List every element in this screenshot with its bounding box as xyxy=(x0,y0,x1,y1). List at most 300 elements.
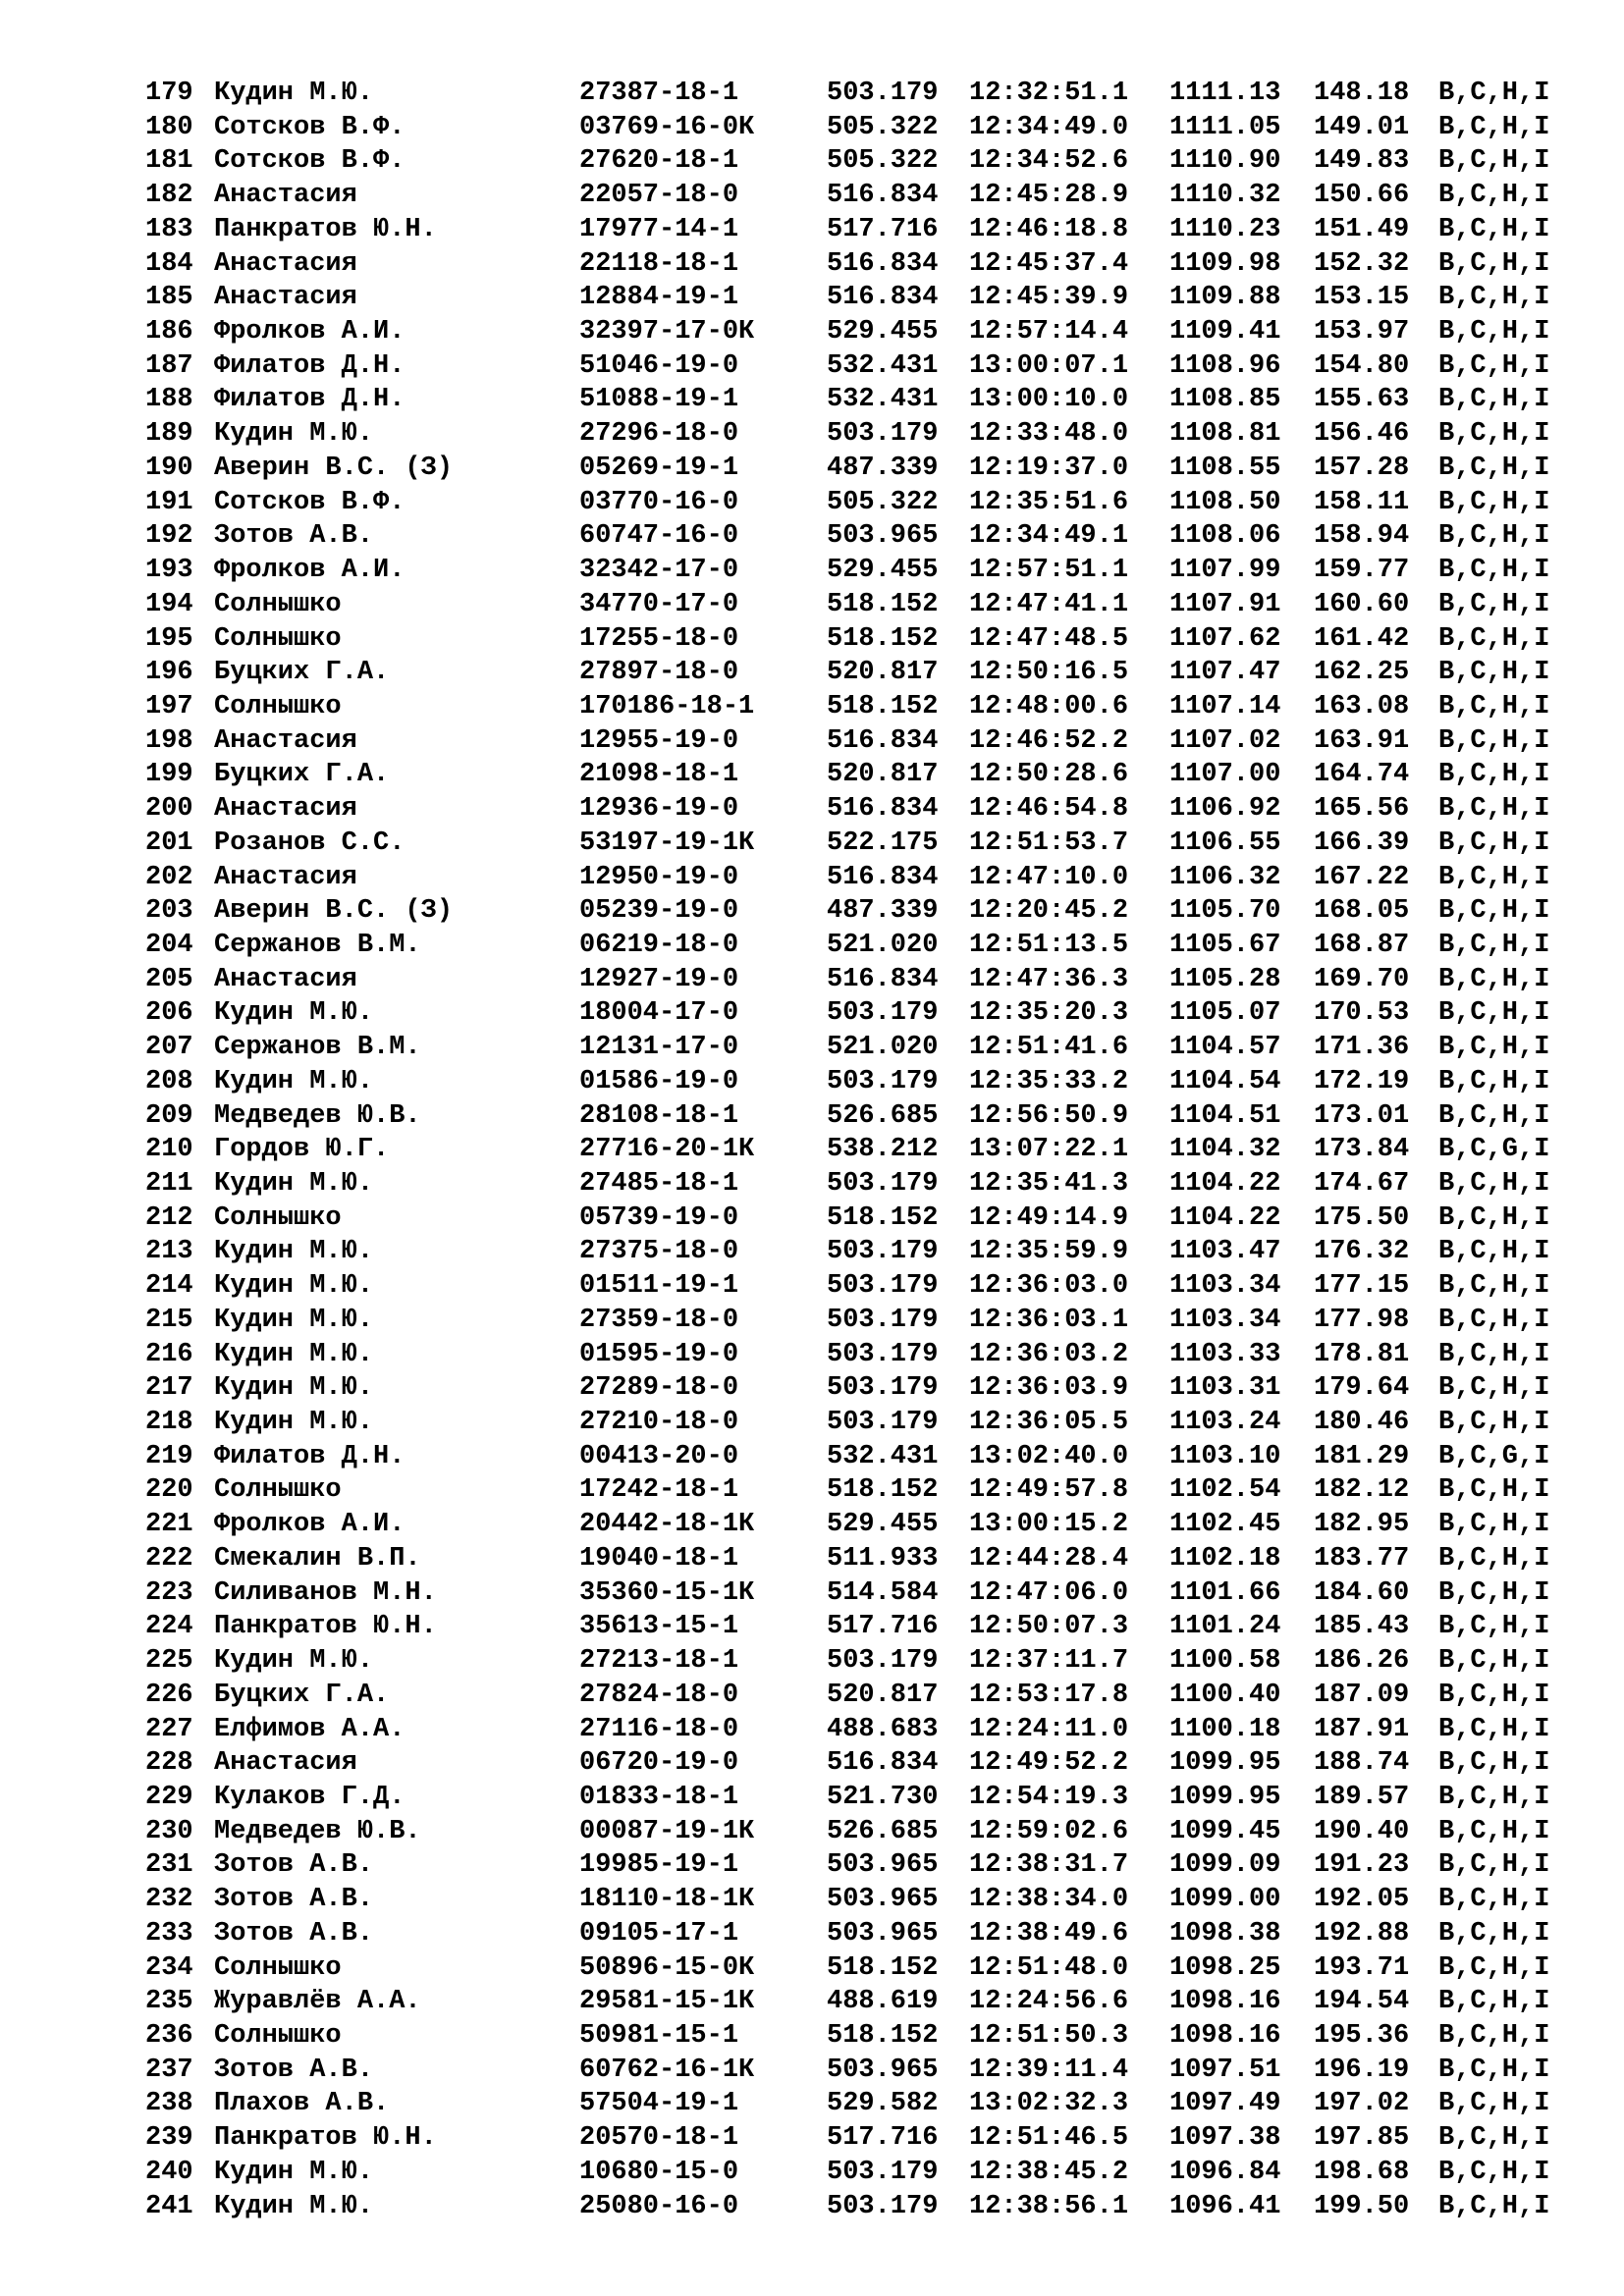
distance-cell: 503.965 xyxy=(827,1885,939,1915)
time-cell: 12:49:14.9 xyxy=(969,1202,1129,1233)
ring-cell: 22057-18-0 xyxy=(579,181,739,211)
time-cell: 12:35:59.9 xyxy=(969,1237,1129,1267)
classes-cell: B,C,H,I xyxy=(1438,146,1550,177)
score-cell: 165.56 xyxy=(1314,794,1410,825)
distance-cell: 487.339 xyxy=(827,896,939,927)
results-table xyxy=(145,77,1598,2223)
ring-cell: 27716-20-1К xyxy=(579,1135,755,1165)
classes-cell: B,C,H,I xyxy=(1438,283,1550,313)
name-cell: Сержанов В.М. xyxy=(214,1033,421,1063)
speed-cell: 1107.99 xyxy=(1169,556,1281,586)
speed-cell: 1106.55 xyxy=(1169,828,1281,858)
table-row xyxy=(145,656,1598,690)
ring-cell: 27359-18-0 xyxy=(579,1305,739,1335)
time-cell: 13:02:32.3 xyxy=(969,2089,1129,2119)
ring-cell: 05239-19-0 xyxy=(579,896,739,927)
ring-cell: 20570-18-1 xyxy=(579,2123,739,2154)
time-cell: 12:35:41.3 xyxy=(969,1169,1129,1199)
place-cell: 223 xyxy=(145,1577,193,1608)
speed-cell: 1109.98 xyxy=(1169,248,1281,279)
score-cell: 194.54 xyxy=(1314,1987,1410,2017)
table-row xyxy=(145,554,1598,588)
name-cell: Зотов А.В. xyxy=(214,1885,374,1915)
name-cell: Плахов А.В. xyxy=(214,2089,390,2119)
ring-cell: 12936-19-0 xyxy=(579,794,739,825)
speed-cell: 1108.81 xyxy=(1169,419,1281,450)
classes-cell: B,C,H,I xyxy=(1438,112,1550,142)
table-row xyxy=(145,758,1598,792)
distance-cell: 517.716 xyxy=(827,2123,939,2154)
distance-cell: 532.431 xyxy=(827,350,939,381)
name-cell: Елфимов А.А. xyxy=(214,1714,406,1744)
distance-cell: 521.020 xyxy=(827,930,939,960)
score-cell: 161.42 xyxy=(1314,623,1410,654)
distance-cell: 503.179 xyxy=(827,1305,939,1335)
classes-cell: B,C,H,I xyxy=(1438,1339,1550,1369)
classes-cell: B,C,H,I xyxy=(1438,725,1550,756)
speed-cell: 1097.49 xyxy=(1169,2089,1281,2119)
place-cell: 206 xyxy=(145,998,193,1029)
ring-cell: 32397-17-0К xyxy=(579,317,755,347)
name-cell: Солнышко xyxy=(214,1952,342,1983)
classes-cell: B,C,H,I xyxy=(1438,521,1550,552)
speed-cell: 1103.47 xyxy=(1169,1237,1281,1267)
classes-cell: B,C,H,I xyxy=(1438,2191,1550,2221)
distance-cell: 505.322 xyxy=(827,112,939,142)
place-cell: 215 xyxy=(145,1305,193,1335)
score-cell: 170.53 xyxy=(1314,998,1410,1029)
place-cell: 225 xyxy=(145,1646,193,1677)
table-row xyxy=(145,1031,1598,1065)
time-cell: 12:49:57.8 xyxy=(969,1475,1129,1506)
speed-cell: 1104.22 xyxy=(1169,1169,1281,1199)
name-cell: Солнышко xyxy=(214,623,342,654)
place-cell: 187 xyxy=(145,350,193,381)
score-cell: 167.22 xyxy=(1314,862,1410,892)
time-cell: 12:47:06.0 xyxy=(969,1577,1129,1608)
table-row xyxy=(145,690,1598,724)
place-cell: 216 xyxy=(145,1339,193,1369)
name-cell: Розанов С.С. xyxy=(214,828,406,858)
table-row xyxy=(145,213,1598,247)
table-row xyxy=(145,1951,1598,1986)
ring-cell: 01511-19-1 xyxy=(579,1271,739,1302)
speed-cell: 1104.54 xyxy=(1169,1066,1281,1096)
distance-cell: 532.431 xyxy=(827,1441,939,1471)
distance-cell: 503.179 xyxy=(827,1169,939,1199)
distance-cell: 516.834 xyxy=(827,1748,939,1779)
ring-cell: 28108-18-1 xyxy=(579,1100,739,1131)
distance-cell: 520.817 xyxy=(827,760,939,790)
table-row xyxy=(145,929,1598,963)
table-row xyxy=(145,1713,1598,1747)
classes-cell: B,C,H,I xyxy=(1438,453,1550,483)
distance-cell: 518.152 xyxy=(827,1952,939,1983)
place-cell: 220 xyxy=(145,1475,193,1506)
place-cell: 201 xyxy=(145,828,193,858)
name-cell: Анастасия xyxy=(214,1748,357,1779)
ring-cell: 27387-18-1 xyxy=(579,79,739,108)
table-row xyxy=(145,622,1598,657)
distance-cell: 503.179 xyxy=(827,419,939,450)
ring-cell: 21098-18-1 xyxy=(579,760,739,790)
speed-cell: 1100.40 xyxy=(1169,1680,1281,1710)
ring-cell: 12131-17-0 xyxy=(579,1033,739,1063)
time-cell: 12:47:41.1 xyxy=(969,589,1129,619)
classes-cell: B,C,H,I xyxy=(1438,862,1550,892)
place-cell: 232 xyxy=(145,1885,193,1915)
place-cell: 179 xyxy=(145,79,193,108)
score-cell: 151.49 xyxy=(1314,214,1410,244)
classes-cell: B,C,H,I xyxy=(1438,1646,1550,1677)
time-cell: 12:45:28.9 xyxy=(969,181,1129,211)
classes-cell: B,C,H,I xyxy=(1438,1714,1550,1744)
score-cell: 152.32 xyxy=(1314,248,1410,279)
ring-cell: 27485-18-1 xyxy=(579,1169,739,1199)
speed-cell: 1104.51 xyxy=(1169,1100,1281,1131)
time-cell: 12:48:00.6 xyxy=(969,691,1129,721)
score-cell: 163.91 xyxy=(1314,725,1410,756)
speed-cell: 1098.25 xyxy=(1169,1952,1281,1983)
time-cell: 12:45:37.4 xyxy=(969,248,1129,279)
name-cell: Аверин В.С. (З) xyxy=(214,896,454,927)
time-cell: 12:34:49.0 xyxy=(969,112,1129,142)
place-cell: 183 xyxy=(145,214,193,244)
distance-cell: 521.020 xyxy=(827,1033,939,1063)
classes-cell: B,C,H,I xyxy=(1438,1577,1550,1608)
speed-cell: 1105.07 xyxy=(1169,998,1281,1029)
speed-cell: 1107.47 xyxy=(1169,658,1281,688)
speed-cell: 1100.18 xyxy=(1169,1714,1281,1744)
place-cell: 234 xyxy=(145,1952,193,1983)
score-cell: 179.64 xyxy=(1314,1373,1410,1404)
ring-cell: 27289-18-0 xyxy=(579,1373,739,1404)
table-row xyxy=(145,2190,1598,2224)
score-cell: 182.95 xyxy=(1314,1510,1410,1540)
time-cell: 12:51:13.5 xyxy=(969,930,1129,960)
place-cell: 231 xyxy=(145,1850,193,1881)
classes-cell: B,C,H,I xyxy=(1438,998,1550,1029)
table-row xyxy=(145,1235,1598,1269)
ring-cell: 50896-15-0К xyxy=(579,1952,755,1983)
speed-cell: 1106.92 xyxy=(1169,794,1281,825)
speed-cell: 1103.31 xyxy=(1169,1373,1281,1404)
name-cell: Зотов А.В. xyxy=(214,2055,374,2085)
speed-cell: 1103.34 xyxy=(1169,1305,1281,1335)
score-cell: 188.74 xyxy=(1314,1748,1410,1779)
classes-cell: B,C,H,I xyxy=(1438,623,1550,654)
classes-cell: B,C,H,I xyxy=(1438,2055,1550,2085)
name-cell: Кудин М.Ю. xyxy=(214,1066,374,1096)
name-cell: Зотов А.В. xyxy=(214,1850,374,1881)
speed-cell: 1105.28 xyxy=(1169,964,1281,994)
speed-cell: 1108.85 xyxy=(1169,385,1281,415)
name-cell: Зотов А.В. xyxy=(214,1918,374,1949)
distance-cell: 503.179 xyxy=(827,1373,939,1404)
name-cell: Филатов Д.Н. xyxy=(214,350,406,381)
classes-cell: B,C,H,I xyxy=(1438,1100,1550,1131)
table-row xyxy=(145,1679,1598,1713)
score-cell: 176.32 xyxy=(1314,1237,1410,1267)
score-cell: 178.81 xyxy=(1314,1339,1410,1369)
place-cell: 218 xyxy=(145,1408,193,1438)
speed-cell: 1096.41 xyxy=(1169,2191,1281,2221)
score-cell: 169.70 xyxy=(1314,964,1410,994)
distance-cell: 538.212 xyxy=(827,1135,939,1165)
score-cell: 174.67 xyxy=(1314,1169,1410,1199)
place-cell: 228 xyxy=(145,1748,193,1779)
distance-cell: 503.179 xyxy=(827,1408,939,1438)
distance-cell: 522.175 xyxy=(827,828,939,858)
distance-cell: 514.584 xyxy=(827,1577,939,1608)
time-cell: 12:36:03.0 xyxy=(969,1271,1129,1302)
table-row xyxy=(145,1883,1598,1917)
name-cell: Сотсков В.Ф. xyxy=(214,146,406,177)
ring-cell: 25080-16-0 xyxy=(579,2191,739,2221)
classes-cell: B,C,H,I xyxy=(1438,1066,1550,1096)
classes-cell: B,C,H,I xyxy=(1438,1408,1550,1438)
score-cell: 177.98 xyxy=(1314,1305,1410,1335)
table-row xyxy=(145,1406,1598,1440)
speed-cell: 1107.14 xyxy=(1169,691,1281,721)
name-cell: Сержанов В.М. xyxy=(214,930,421,960)
score-cell: 153.15 xyxy=(1314,283,1410,313)
table-row xyxy=(145,1985,1598,2019)
ring-cell: 35613-15-1 xyxy=(579,1612,739,1642)
speed-cell: 1108.06 xyxy=(1169,521,1281,552)
distance-cell: 503.179 xyxy=(827,998,939,1029)
ring-cell: 19985-19-1 xyxy=(579,1850,739,1881)
speed-cell: 1107.62 xyxy=(1169,623,1281,654)
classes-cell: B,C,H,I xyxy=(1438,2089,1550,2119)
distance-cell: 516.834 xyxy=(827,862,939,892)
distance-cell: 503.179 xyxy=(827,1066,939,1096)
ring-cell: 01833-18-1 xyxy=(579,1782,739,1812)
speed-cell: 1099.00 xyxy=(1169,1885,1281,1915)
score-cell: 192.05 xyxy=(1314,1885,1410,1915)
ring-cell: 51088-19-1 xyxy=(579,385,739,415)
classes-cell: B,C,H,I xyxy=(1438,2020,1550,2051)
score-cell: 199.50 xyxy=(1314,2191,1410,2221)
ring-cell: 27824-18-0 xyxy=(579,1680,739,1710)
table-row xyxy=(145,2054,1598,2088)
place-cell: 229 xyxy=(145,1782,193,1812)
time-cell: 12:56:50.9 xyxy=(969,1100,1129,1131)
place-cell: 233 xyxy=(145,1918,193,1949)
score-cell: 148.18 xyxy=(1314,79,1410,108)
distance-cell: 503.965 xyxy=(827,1918,939,1949)
speed-cell: 1102.45 xyxy=(1169,1510,1281,1540)
ring-cell: 60747-16-0 xyxy=(579,521,739,552)
name-cell: Зотов А.В. xyxy=(214,521,374,552)
distance-cell: 521.730 xyxy=(827,1782,939,1812)
distance-cell: 516.834 xyxy=(827,283,939,313)
distance-cell: 518.152 xyxy=(827,2020,939,2051)
place-cell: 192 xyxy=(145,521,193,552)
ring-cell: 35360-15-1К xyxy=(579,1577,755,1608)
name-cell: Панкратов Ю.Н. xyxy=(214,1612,437,1642)
score-cell: 168.87 xyxy=(1314,930,1410,960)
classes-cell: B,C,H,I xyxy=(1438,1305,1550,1335)
time-cell: 12:50:16.5 xyxy=(969,658,1129,688)
table-row xyxy=(145,1746,1598,1781)
name-cell: Смекалин В.П. xyxy=(214,1543,421,1574)
table-row xyxy=(145,383,1598,417)
distance-cell: 517.716 xyxy=(827,214,939,244)
name-cell: Силиванов М.Н. xyxy=(214,1577,437,1608)
classes-cell: B,C,H,I xyxy=(1438,1475,1550,1506)
table-row xyxy=(145,1473,1598,1508)
distance-cell: 518.152 xyxy=(827,1475,939,1506)
ring-cell: 51046-19-0 xyxy=(579,350,739,381)
place-cell: 227 xyxy=(145,1714,193,1744)
time-cell: 12:51:50.3 xyxy=(969,2020,1129,2051)
place-cell: 181 xyxy=(145,146,193,177)
distance-cell: 529.582 xyxy=(827,2089,939,2119)
time-cell: 12:39:11.4 xyxy=(969,2055,1129,2085)
place-cell: 210 xyxy=(145,1135,193,1165)
table-row xyxy=(145,1371,1598,1406)
score-cell: 157.28 xyxy=(1314,453,1410,483)
distance-cell: 503.179 xyxy=(827,2157,939,2187)
speed-cell: 1111.13 xyxy=(1169,79,1281,108)
score-cell: 197.02 xyxy=(1314,2089,1410,2119)
table-row xyxy=(145,792,1598,827)
place-cell: 196 xyxy=(145,658,193,688)
name-cell: Кудин М.Ю. xyxy=(214,2157,374,2187)
table-row xyxy=(145,996,1598,1031)
score-cell: 184.60 xyxy=(1314,1577,1410,1608)
time-cell: 12:20:45.2 xyxy=(969,896,1129,927)
score-cell: 171.36 xyxy=(1314,1033,1410,1063)
score-cell: 186.26 xyxy=(1314,1646,1410,1677)
name-cell: Анастасия xyxy=(214,181,357,211)
score-cell: 154.80 xyxy=(1314,350,1410,381)
table-row xyxy=(145,315,1598,349)
name-cell: Солнышко xyxy=(214,2020,342,2051)
classes-cell: B,C,H,I xyxy=(1438,1782,1550,1812)
name-cell: Кудин М.Ю. xyxy=(214,79,374,108)
distance-cell: 529.455 xyxy=(827,556,939,586)
speed-cell: 1099.09 xyxy=(1169,1850,1281,1881)
table-row xyxy=(145,1201,1598,1236)
place-cell: 241 xyxy=(145,2191,193,2221)
score-cell: 149.83 xyxy=(1314,146,1410,177)
score-cell: 153.97 xyxy=(1314,317,1410,347)
place-cell: 200 xyxy=(145,794,193,825)
table-row xyxy=(145,1508,1598,1542)
time-cell: 13:00:07.1 xyxy=(969,350,1129,381)
score-cell: 158.94 xyxy=(1314,521,1410,552)
table-row xyxy=(145,1269,1598,1304)
classes-cell: B,C,H,I xyxy=(1438,181,1550,211)
table-row xyxy=(145,724,1598,759)
name-cell: Анастасия xyxy=(214,964,357,994)
name-cell: Кудин М.Ю. xyxy=(214,1271,374,1302)
distance-cell: 503.179 xyxy=(827,1271,939,1302)
speed-cell: 1108.96 xyxy=(1169,350,1281,381)
ring-cell: 00413-20-0 xyxy=(579,1441,739,1471)
ring-cell: 53197-19-1К xyxy=(579,828,755,858)
time-cell: 12:45:39.9 xyxy=(969,283,1129,313)
place-cell: 224 xyxy=(145,1612,193,1642)
table-row xyxy=(145,1440,1598,1474)
name-cell: Анастасия xyxy=(214,725,357,756)
score-cell: 155.63 xyxy=(1314,385,1410,415)
table-row xyxy=(145,486,1598,520)
ring-cell: 06720-19-0 xyxy=(579,1748,739,1779)
place-cell: 202 xyxy=(145,862,193,892)
place-cell: 211 xyxy=(145,1169,193,1199)
distance-cell: 532.431 xyxy=(827,385,939,415)
table-row xyxy=(145,349,1598,384)
time-cell: 12:38:34.0 xyxy=(969,1885,1129,1915)
time-cell: 12:59:02.6 xyxy=(969,1816,1129,1846)
classes-cell: B,C,H,I xyxy=(1438,1543,1550,1574)
time-cell: 12:51:48.0 xyxy=(969,1952,1129,1983)
time-cell: 12:35:51.6 xyxy=(969,487,1129,517)
place-cell: 237 xyxy=(145,2055,193,2085)
ring-cell: 12950-19-0 xyxy=(579,862,739,892)
time-cell: 12:38:56.1 xyxy=(969,2191,1129,2221)
time-cell: 12:49:52.2 xyxy=(969,1748,1129,1779)
ring-cell: 00087-19-1К xyxy=(579,1816,755,1846)
place-cell: 222 xyxy=(145,1543,193,1574)
table-row xyxy=(145,2156,1598,2190)
ring-cell: 05269-19-1 xyxy=(579,453,739,483)
distance-cell: 503.179 xyxy=(827,1646,939,1677)
classes-cell: B,C,H,I xyxy=(1438,385,1550,415)
classes-cell: B,C,H,I xyxy=(1438,1612,1550,1642)
score-cell: 156.46 xyxy=(1314,419,1410,450)
speed-cell: 1109.88 xyxy=(1169,283,1281,313)
name-cell: Солнышко xyxy=(214,1202,342,1233)
name-cell: Кулаков Г.Д. xyxy=(214,1782,406,1812)
table-row xyxy=(145,588,1598,622)
place-cell: 239 xyxy=(145,2123,193,2154)
name-cell: Филатов Д.Н. xyxy=(214,1441,406,1471)
time-cell: 12:24:56.6 xyxy=(969,1987,1129,2017)
speed-cell: 1102.18 xyxy=(1169,1543,1281,1574)
name-cell: Анастасия xyxy=(214,794,357,825)
ring-cell: 27116-18-0 xyxy=(579,1714,739,1744)
place-cell: 199 xyxy=(145,760,193,790)
classes-cell: B,C,H,I xyxy=(1438,487,1550,517)
speed-cell: 1107.02 xyxy=(1169,725,1281,756)
distance-cell: 503.965 xyxy=(827,2055,939,2085)
time-cell: 12:50:07.3 xyxy=(969,1612,1129,1642)
place-cell: 180 xyxy=(145,112,193,142)
speed-cell: 1109.41 xyxy=(1169,317,1281,347)
distance-cell: 518.152 xyxy=(827,589,939,619)
ring-cell: 20442-18-1К xyxy=(579,1510,755,1540)
time-cell: 12:51:46.5 xyxy=(969,2123,1129,2154)
table-row xyxy=(145,281,1598,315)
score-cell: 190.40 xyxy=(1314,1816,1410,1846)
name-cell: Сотсков В.Ф. xyxy=(214,487,406,517)
ring-cell: 17255-18-0 xyxy=(579,623,739,654)
score-cell: 166.39 xyxy=(1314,828,1410,858)
score-cell: 192.88 xyxy=(1314,1918,1410,1949)
classes-cell: B,C,H,I xyxy=(1438,760,1550,790)
table-row xyxy=(145,1644,1598,1679)
score-cell: 162.25 xyxy=(1314,658,1410,688)
score-cell: 185.43 xyxy=(1314,1612,1410,1642)
place-cell: 207 xyxy=(145,1033,193,1063)
table-row xyxy=(145,111,1598,145)
ring-cell: 19040-18-1 xyxy=(579,1543,739,1574)
classes-cell: B,C,H,I xyxy=(1438,1680,1550,1710)
